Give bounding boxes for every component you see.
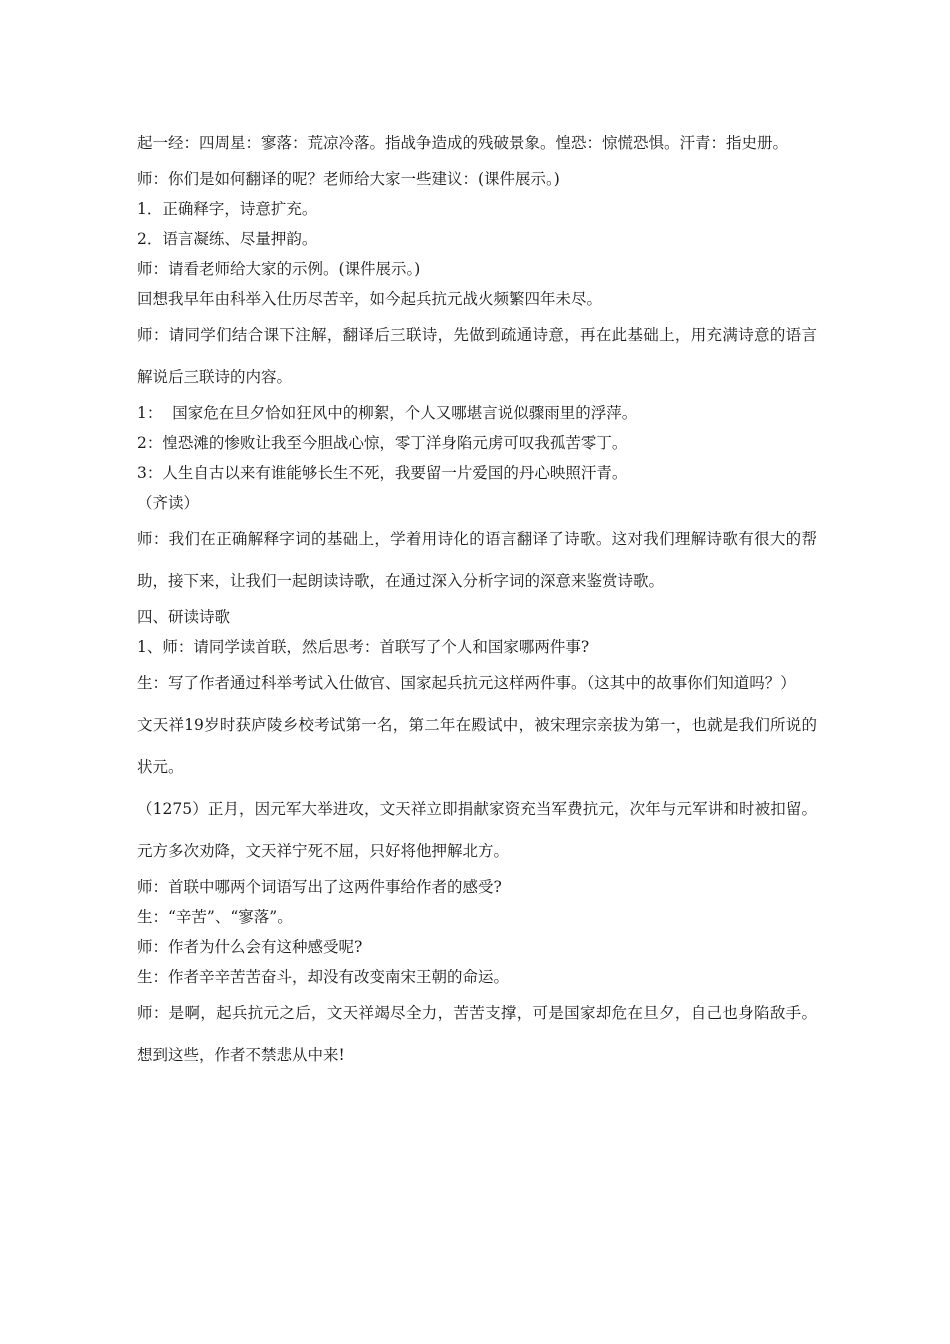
paragraph-background-resistance: （1275）正月，因元军大举进攻，文天祥立即捐献家资充当军费抗元，次年与元军讲和时被扣留。元方多次劝降，文天祥宁死不屈，只好将他押解北方。 (137, 800, 817, 860)
paragraph-teacher-feeling-question: 师：首联中哪两个词语写出了这两件事给作者的感受? (137, 878, 502, 896)
document-body (137, 122, 817, 1076)
paragraph-translation-1: 1： 国家危在旦夕恰如狂风中的柳絮，个人又哪堪言说似骤雨里的浮萍。 (137, 404, 638, 422)
paragraph-background-scholar: 文天祥19岁时获庐陵乡校考试第一名，第二年在殿试中，被宋理宗亲拔为第一，也就是我们所说的状元。 (137, 716, 817, 776)
paragraph-student-words: 生：“辛苦”、“寥落”。 (137, 908, 293, 926)
paragraph-student-answer: 生：写了作者通过科举考试入仕做官、国家起兵抗元这样两件事。（这其中的故事你们知道吗？） (137, 674, 796, 692)
section-heading-study-poem: 四、研读诗歌 (137, 608, 231, 626)
paragraph-tip-1: 1．正确释字，诗意扩充。 (137, 200, 318, 218)
paragraph-student-reason: 生：作者辛辛苦苦奋斗，却没有改变南宋王朝的命运。 (137, 968, 510, 986)
paragraph-teacher-conclusion: 师：是啊，起兵抗元之后，文天祥竭尽全力，苦苦支撑，可是国家却危在旦夕，自己也身陷敌手。想到这些，作者不禁悲从中来! (137, 1004, 817, 1064)
paragraph-translation-3: 3：人生自古以来有谁能够长生不死，我要留一片爱国的丹心映照汗青。 (137, 464, 628, 482)
paragraph-teacher-instruction: 师：请同学们结合课下注解，翻译后三联诗，先做到疏通诗意，再在此基础上，用充满诗意的语言解说后三联诗的内容。 (137, 326, 817, 386)
paragraph-glossary: 起一经：四周星：寥落：荒凉冷落。指战争造成的残破景象。惶恐：惊慌恐惧。汗青：指史册。 (137, 134, 789, 152)
paragraph-teacher-summary: 师：我们在正确解释字词的基础上，学着用诗化的语言翻译了诗歌。这对我们理解诗歌有很大的帮助，接下来，让我们一起朗读诗歌，在通过深入分析字词的深意来鉴赏诗歌。 (137, 530, 817, 590)
paragraph-question-first-couplet: 1、师：请同学读首联，然后思考：首联写了个人和国家哪两件事? (137, 638, 590, 656)
paragraph-teacher-question: 师：你们是如何翻译的呢？老师给大家一些建议：(课件展示。) (137, 170, 560, 188)
paragraph-translation-2: 2：惶恐滩的惨败让我至今胆战心惊，零丁洋身陷元虏可叹我孤苦零丁。 (137, 434, 628, 452)
paragraph-teacher-example: 师：请看老师给大家的示例。(课件展示。) (137, 260, 421, 278)
paragraph-example-translation: 回想我早年由科举入仕历尽苦辛，如今起兵抗元战火频繁四年未尽。 (137, 290, 603, 308)
paragraph-teacher-why: 师：作者为什么会有这种感受呢? (137, 938, 363, 956)
paragraph-tip-2: 2．语言凝练、尽量押韵。 (137, 230, 318, 248)
paragraph-read-together: （齐读） (137, 494, 200, 512)
